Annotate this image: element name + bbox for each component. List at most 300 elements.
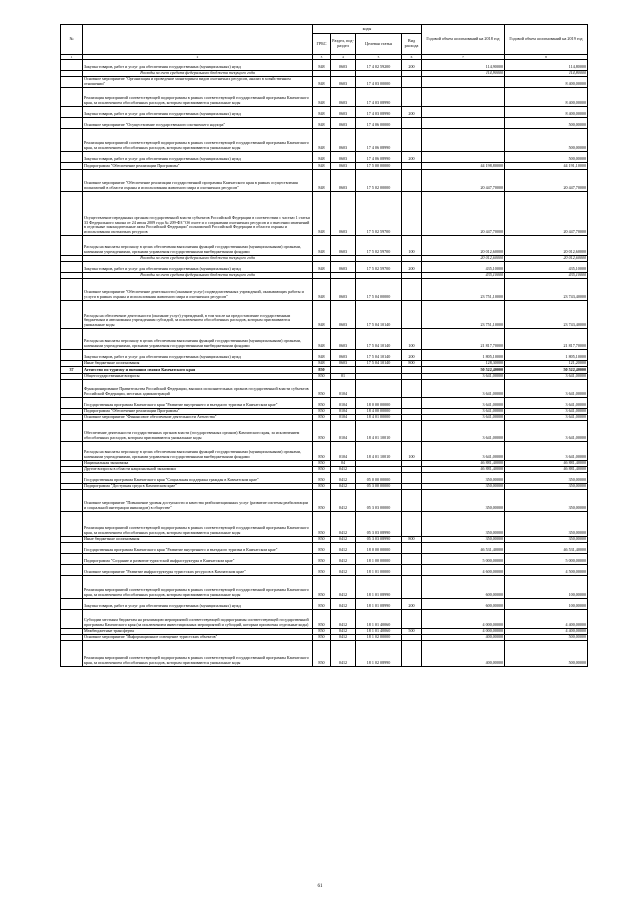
row-exptype-code: 200 xyxy=(402,599,422,610)
column-number: 3 xyxy=(313,55,331,60)
col-number-header: № xyxy=(61,25,83,55)
row-number xyxy=(61,301,83,329)
row-amount-2019: 8 400,00000 xyxy=(505,107,588,118)
row-amount-2018: 435,10000 xyxy=(422,273,505,279)
row-section-code: 0412 xyxy=(331,629,356,635)
row-amount-2019: 350,00000 xyxy=(505,490,588,512)
row-amount-2019: 100,00000 xyxy=(505,576,588,599)
row-exptype-code xyxy=(402,576,422,599)
row-target-code: 05 3 00 00000 xyxy=(356,484,402,490)
row-amount-2019: 20 012,60000 xyxy=(505,256,588,262)
row-number xyxy=(61,599,83,610)
row-grbs-code: 850 xyxy=(313,537,331,543)
row-section-code: 0412 xyxy=(331,537,356,543)
page-number: 61 xyxy=(317,884,323,889)
row-name: Осуществление переданных органам государственной власти субъектов Российской Федерации в соответствии с частью 1 статьи 33 Федерального закона от 24 июля 2009 года № 209-ФЗ "Об охоте и о сохранении охотничьих ресурсов и о внесении изменений в отдельные законодательные акты Российской Федерации" полномочий Российской Федерации в области охраны и использования охотничьих ресурсов xyxy=(83,192,313,236)
row-name: Агентство по туризму и внешним связям Камчатского края xyxy=(83,367,313,374)
row-exptype-code xyxy=(402,565,422,576)
row-exptype-code xyxy=(402,77,422,88)
table-row xyxy=(61,641,588,667)
row-target-code: 18 4 00 00000 xyxy=(356,409,402,415)
row-number xyxy=(61,88,83,107)
row-exptype-code xyxy=(402,398,422,409)
row-amount-2018: 350,00000 xyxy=(422,473,505,484)
row-target-code: 17 4 03 08990 xyxy=(356,88,402,107)
row-amount-2019: 500,00000 xyxy=(505,118,588,129)
row-exptype-code xyxy=(402,641,422,667)
row-target-code: 17 4 06 08990 xyxy=(356,152,402,163)
row-target-code: 05 3 03 08990 xyxy=(356,512,402,537)
row-exptype-code xyxy=(402,490,422,512)
table-row xyxy=(61,129,588,152)
col-2018-header: Годовой объем ассигнований на 2018 год xyxy=(422,25,505,55)
row-amount-2018: 21 817,70000 xyxy=(422,329,505,350)
row-name: Государственная программа Камчатского края "Развитие внутреннего и въездного туризма в Камчатском крае" xyxy=(83,398,313,409)
column-number: 8 xyxy=(505,55,588,60)
row-amount-2018: 4 000,00000 xyxy=(422,610,505,629)
table-row xyxy=(61,152,588,163)
table-row xyxy=(61,88,588,107)
row-amount-2019: 8 400,00000 xyxy=(505,88,588,107)
row-amount-2019: 50 522,40000 xyxy=(505,367,588,374)
row-name: Другие вопросы в области национальной экономики xyxy=(83,467,313,473)
row-amount-2019: 3 641,00000 xyxy=(505,374,588,380)
row-number xyxy=(61,170,83,192)
column-number: 1 xyxy=(61,55,83,60)
header-row xyxy=(61,25,588,34)
row-name: Расходы на обеспечение деятельности (оказание услуг) учреждений, в том числе на предоставление государственным бюджетным и автономным учреждениям субсидий, за исключением обособленных расходов, которым присваиваются уникальные коды xyxy=(83,301,313,329)
row-target-code: 18 1 00 00000 xyxy=(356,554,402,565)
row-amount-2018: 3 641,00000 xyxy=(422,415,505,421)
row-amount-2018: 128,30000 xyxy=(422,361,505,367)
row-exptype-code xyxy=(402,543,422,554)
row-exptype-code: 200 xyxy=(402,152,422,163)
row-name: Основное мероприятие "Обеспечение реализации государственной программы Камчатского края в рамках осуществления полномочий в области охраны и использования животного мира и охотничьих ресурсов" xyxy=(83,170,313,192)
row-target-code: 17 5 04 10140 xyxy=(356,361,402,367)
row-grbs-code: 850 xyxy=(313,409,331,415)
row-amount-2019: 46 881,40000 xyxy=(505,467,588,473)
row-number xyxy=(61,107,83,118)
row-number xyxy=(61,350,83,361)
row-name: Государственная программа Камчатского края "Социальная поддержка граждан в Камчатском крае" xyxy=(83,473,313,484)
row-section-code: 0104 xyxy=(331,442,356,461)
row-grbs-code: 848 xyxy=(313,129,331,152)
row-amount-2019: 20 447,70000 xyxy=(505,170,588,192)
column-number: 5 xyxy=(356,55,402,60)
row-target-code: 17 5 04 10140 xyxy=(356,301,402,329)
row-exptype-code: 200 xyxy=(402,60,422,71)
row-amount-2019: 500,00000 xyxy=(505,129,588,152)
row-exptype-code xyxy=(402,129,422,152)
table-row xyxy=(61,367,588,374)
row-exptype-code: 800 xyxy=(402,361,422,367)
row-amount-2019: 4 500,00000 xyxy=(505,565,588,576)
row-amount-2019: 435,10000 xyxy=(505,273,588,279)
row-name: Закупка товаров, работ и услуг для обеспечения государственных (муниципальных) нужд xyxy=(83,60,313,71)
row-section-code: 0603 xyxy=(331,279,356,301)
table-row xyxy=(61,554,588,565)
row-target-code: 18 0 00 00000 xyxy=(356,543,402,554)
table-row xyxy=(61,301,588,329)
row-target-code: 18 4 01 10010 xyxy=(356,442,402,461)
table-row xyxy=(61,60,588,71)
row-name: Подпрограмма "Обеспечение реализации Программы" xyxy=(83,409,313,415)
row-amount-2018 xyxy=(422,88,505,107)
row-amount-2018: 3 641,00000 xyxy=(422,421,505,442)
row-exptype-code xyxy=(402,610,422,629)
row-amount-2019: 46 531,40000 xyxy=(505,543,588,554)
row-amount-2019: 435,10000 xyxy=(505,262,588,273)
row-amount-2018: 23 751,10000 xyxy=(422,279,505,301)
row-section-code: 0603 xyxy=(331,163,356,170)
table-row xyxy=(61,236,588,256)
row-target-code: 18 1 01 40060 xyxy=(356,629,402,635)
row-amount-2018: 114,90000 xyxy=(422,60,505,71)
row-section-code: 0412 xyxy=(331,490,356,512)
row-grbs-code: 850 xyxy=(313,554,331,565)
row-target-code: 17 5 04 00000 xyxy=(356,279,402,301)
row-section-code: 0412 xyxy=(331,543,356,554)
row-section-code: 0603 xyxy=(331,60,356,71)
table-row xyxy=(61,490,588,512)
row-number xyxy=(61,554,83,565)
row-grbs-code: 848 xyxy=(313,152,331,163)
row-grbs-code: 850 xyxy=(313,641,331,667)
row-section-code: 0603 xyxy=(331,350,356,361)
table-row xyxy=(61,599,588,610)
row-amount-2018: 600,00000 xyxy=(422,599,505,610)
row-amount-2018: 3 641,00000 xyxy=(422,380,505,398)
row-grbs-code: 848 xyxy=(313,192,331,236)
col-exptype-header: Вид расхода xyxy=(402,34,422,55)
row-name: Государственная программа Камчатского края "Развитие внутреннего и въездного туризма в Камчатском крае" xyxy=(83,543,313,554)
row-exptype-code xyxy=(402,380,422,398)
col-2019-header: Годовой объем ассигнований на 2019 год xyxy=(505,25,588,55)
row-target-code: 17 5 02 59700 xyxy=(356,192,402,236)
table-row xyxy=(61,543,588,554)
row-section-code: 0104 xyxy=(331,421,356,442)
row-amount-2018: 46 531,40000 xyxy=(422,543,505,554)
row-amount-2018: 50 522,40000 xyxy=(422,367,505,374)
table-row xyxy=(61,163,588,170)
row-grbs-code: 850 xyxy=(313,576,331,599)
row-grbs-code: 848 xyxy=(313,350,331,361)
row-grbs-code: 850 xyxy=(313,599,331,610)
row-section-code: 0603 xyxy=(331,192,356,236)
row-grbs-code: 850 xyxy=(313,565,331,576)
row-section-code: 0603 xyxy=(331,118,356,129)
row-amount-2019: 23 743,40000 xyxy=(505,279,588,301)
row-grbs-code: 850 xyxy=(313,442,331,461)
row-name: Подпрограмма "Обеспечение реализации Программы" xyxy=(83,163,313,170)
row-grbs-code: 850 xyxy=(313,467,331,473)
row-amount-2018: 435,10000 xyxy=(422,262,505,273)
row-name: Основное мероприятие "Организация и проведение мониторинга видов охотничьих ресурсов, анализ в хозяйственном отношении" xyxy=(83,77,313,88)
column-number: 4 xyxy=(331,55,356,60)
row-target-code xyxy=(356,380,402,398)
row-amount-2018: 600,00000 xyxy=(422,576,505,599)
row-section-code: 0603 xyxy=(331,262,356,273)
row-name: Расходы на выплаты персоналу в целях обеспечения выполнения функций государственными (муниципальными) органами, казенными учреждениями, органами управления государственными внебюджетными фондами xyxy=(83,236,313,256)
table-row xyxy=(61,565,588,576)
row-number xyxy=(61,610,83,629)
row-section-code: 0412 xyxy=(331,599,356,610)
row-number xyxy=(61,543,83,554)
row-target-code: 17 5 04 10140 xyxy=(356,329,402,350)
row-target-code: 17 5 04 10140 xyxy=(356,350,402,361)
row-name: Подпрограмма "Доступная среда в Камчатском крае" xyxy=(83,484,313,490)
row-amount-2018 xyxy=(422,77,505,88)
row-amount-2018: 23 751,10000 xyxy=(422,301,505,329)
row-grbs-code: 850 xyxy=(313,461,331,467)
row-amount-2019: 8 400,00000 xyxy=(505,77,588,88)
row-section-code xyxy=(331,367,356,374)
row-exptype-code xyxy=(402,554,422,565)
row-section-code: 0603 xyxy=(331,301,356,329)
row-grbs-code: 850 xyxy=(313,421,331,442)
row-number xyxy=(61,163,83,170)
row-exptype-code: 200 xyxy=(402,107,422,118)
row-target-code: 18 4 01 00000 xyxy=(356,415,402,421)
row-target-code: 17 5 00 00000 xyxy=(356,163,402,170)
row-section-code: 0603 xyxy=(331,152,356,163)
row-section-code: 0603 xyxy=(331,170,356,192)
row-amount-2019: 500,00000 xyxy=(505,641,588,667)
row-grbs-code: 848 xyxy=(313,77,331,88)
row-name: Иные бюджетные ассигнования xyxy=(83,361,313,367)
row-exptype-code xyxy=(402,512,422,537)
row-target-code: 18 1 02 00000 xyxy=(356,635,402,641)
col-section-header: Раздел, под-раздел xyxy=(331,34,356,55)
row-name: Расходы на выплаты персоналу в целях обеспечения выполнения функций государственными (муниципальными) органами, казенными учреждениями, органами управления государственными внебюджетными фондами xyxy=(83,442,313,461)
row-amount-2018: 114,90000 xyxy=(422,71,505,77)
row-amount-2018: 1 805,10000 xyxy=(422,350,505,361)
row-name: Расходы за счет средств федерального бюджета текущего года xyxy=(83,256,313,262)
row-amount-2019: 3 641,00000 xyxy=(505,409,588,415)
row-amount-2018 xyxy=(422,118,505,129)
row-section-code: 0603 xyxy=(331,361,356,367)
row-amount-2018 xyxy=(422,107,505,118)
row-amount-2019: 114,80000 xyxy=(505,60,588,71)
row-amount-2019: 3 641,00000 xyxy=(505,421,588,442)
row-number xyxy=(61,118,83,129)
column-number: 6 xyxy=(402,55,422,60)
row-name: Общегосударственные вопросы xyxy=(83,374,313,380)
row-name: Межбюджетные трансферты xyxy=(83,629,313,635)
row-exptype-code xyxy=(402,301,422,329)
row-amount-2018: 350,00000 xyxy=(422,484,505,490)
row-number xyxy=(61,192,83,236)
row-name: Закупка товаров, работ и услуг для обеспечения государственных (муниципальных) нужд xyxy=(83,599,313,610)
table-row xyxy=(61,170,588,192)
row-grbs-code: 848 xyxy=(313,279,331,301)
row-number xyxy=(61,398,83,409)
row-grbs-code: 850 xyxy=(313,473,331,484)
row-exptype-code: 500 xyxy=(402,629,422,635)
row-grbs-code: 848 xyxy=(313,301,331,329)
table-row xyxy=(61,512,588,537)
table-row xyxy=(61,118,588,129)
row-grbs-code: 850 xyxy=(313,415,331,421)
row-amount-2019: 500,00000 xyxy=(505,152,588,163)
row-amount-2018: 350,00000 xyxy=(422,512,505,537)
row-grbs-code: 850 xyxy=(313,367,331,374)
column-number: 7 xyxy=(422,55,505,60)
table-row xyxy=(61,350,588,361)
row-amount-2019: 350,00000 xyxy=(505,537,588,543)
row-amount-2019: 350,00000 xyxy=(505,473,588,484)
row-amount-2019: 350,00000 xyxy=(505,484,588,490)
row-amount-2019: 4 400,00000 xyxy=(505,610,588,629)
row-amount-2018: 4 000,00000 xyxy=(422,629,505,635)
row-name: Основное мероприятие "Повышение уровня доступности и качества реабилитационных услуг (развитие системы реабилитации и социальной интеграции инвалидов) в обществе" xyxy=(83,490,313,512)
row-exptype-code: 800 xyxy=(402,537,422,543)
row-name: Основное мероприятие "Обеспечение деятельности (оказание услуг) подведомственных учреждений, оказывающих работы и услуги в рамках охраны и использования животного мира и охотничьих ресурсов" xyxy=(83,279,313,301)
row-number xyxy=(61,152,83,163)
row-number xyxy=(61,262,83,273)
row-grbs-code: 850 xyxy=(313,484,331,490)
row-amount-2018: 400,00000 xyxy=(422,635,505,641)
row-amount-2018: 400,00000 xyxy=(422,641,505,667)
row-grbs-code: 850 xyxy=(313,380,331,398)
row-name: Закупка товаров, работ и услуг для обеспечения государственных (муниципальных) нужд xyxy=(83,107,313,118)
row-target-code: 17 4 02 59200 xyxy=(356,60,402,71)
row-number xyxy=(61,473,83,484)
row-grbs-code: 848 xyxy=(313,236,331,256)
row-amount-2018: 46 881,40000 xyxy=(422,467,505,473)
row-target-code: 17 4 06 00000 xyxy=(356,118,402,129)
row-section-code: 04 xyxy=(331,461,356,467)
row-amount-2018 xyxy=(422,152,505,163)
row-section-code: 0603 xyxy=(331,236,356,256)
row-amount-2018: 350,00000 xyxy=(422,537,505,543)
row-section-code: 0412 xyxy=(331,554,356,565)
budget-table xyxy=(60,24,588,667)
row-amount-2018: 20 012,60000 xyxy=(422,236,505,256)
row-exptype-code xyxy=(402,279,422,301)
row-grbs-code: 850 xyxy=(313,543,331,554)
row-grbs-code: 848 xyxy=(313,361,331,367)
row-grbs-code: 850 xyxy=(313,610,331,629)
row-amount-2019: 100,00000 xyxy=(505,599,588,610)
row-grbs-code: 848 xyxy=(313,88,331,107)
col-grbs-header: ГРБС xyxy=(313,34,331,55)
row-number xyxy=(61,129,83,152)
row-grbs-code: 850 xyxy=(313,629,331,635)
row-name: Расходы на выплаты персоналу в целях обеспечения выполнения функций государственными (муниципальными) органами, казенными учреждениями, органами управления государственными внебюджетными фондами xyxy=(83,329,313,350)
row-exptype-code xyxy=(402,367,422,374)
row-name: Основное мероприятие "Развитие инфраструктуры туристских ресурсов в Камчатском крае" xyxy=(83,565,313,576)
row-section-code: 0603 xyxy=(331,88,356,107)
row-name: Реализация мероприятий соответствующей подпрограммы в рамках соответствующей государственной программы Камчатского края, за исключением обособленных расходов, которым присваиваются уникальные коды xyxy=(83,641,313,667)
row-name: Расходы за счет средств федерального бюджета текущего года xyxy=(83,71,313,77)
row-section-code: 0104 xyxy=(331,409,356,415)
row-amount-2019: 3 641,00000 xyxy=(505,380,588,398)
row-number xyxy=(61,77,83,88)
row-target-code: 17 4 03 00000 xyxy=(356,77,402,88)
row-exptype-code xyxy=(402,170,422,192)
row-exptype-code xyxy=(402,163,422,170)
row-target-code: 18 1 02 08990 xyxy=(356,641,402,667)
row-target-code: 18 0 00 00000 xyxy=(356,398,402,409)
row-grbs-code: 848 xyxy=(313,60,331,71)
row-number xyxy=(61,512,83,537)
row-section-code: 0104 xyxy=(331,415,356,421)
row-number xyxy=(61,380,83,398)
row-amount-2019: 3 641,00000 xyxy=(505,415,588,421)
row-section-code: 0412 xyxy=(331,641,356,667)
row-section-code: 0412 xyxy=(331,467,356,473)
row-amount-2019: 5 000,00000 xyxy=(505,554,588,565)
budget-page xyxy=(60,24,587,667)
row-grbs-code: 850 xyxy=(313,490,331,512)
row-name: Закупка товаров, работ и услуг для обеспечения государственных (муниципальных) нужд xyxy=(83,152,313,163)
row-name: Реализация мероприятий соответствующей подпрограммы в рамках соответствующей государственной программы Камчатского края, за исключением обособленных расходов, которым присваиваются уникальные коды xyxy=(83,88,313,107)
row-grbs-code: 850 xyxy=(313,398,331,409)
row-exptype-code: 200 xyxy=(402,262,422,273)
row-target-code: 17 5 02 59700 xyxy=(356,236,402,256)
row-amount-2018: 46 881,40000 xyxy=(422,461,505,467)
row-grbs-code: 848 xyxy=(313,170,331,192)
row-amount-2018 xyxy=(422,129,505,152)
row-amount-2018: 3 641,00000 xyxy=(422,442,505,461)
row-target-code xyxy=(356,367,402,374)
row-name: Субсидии местным бюджетам на реализацию мероприятий соответствующей подпрограммы соответствующей государственной программы Камчатского края (за исключением инвестиционных мероприятий и субсидий, которым присвоены отдельные коды) xyxy=(83,610,313,629)
row-target-code: 17 4 03 08990 xyxy=(356,107,402,118)
row-name: Реализация мероприятий соответствующей подпрограммы в рамках соответствующей государственной программы Камчатского края, за исключением обособленных расходов, которым присваиваются уникальные коды xyxy=(83,129,313,152)
table-body xyxy=(61,60,588,667)
row-target-code: 18 1 01 08990 xyxy=(356,576,402,599)
row-amount-2019: 44 191,10000 xyxy=(505,163,588,170)
row-target-code: 05 3 03 08990 xyxy=(356,537,402,543)
table-row xyxy=(61,442,588,461)
row-amount-2019: 3 641,00000 xyxy=(505,442,588,461)
row-amount-2018: 4 600,00000 xyxy=(422,565,505,576)
row-number xyxy=(61,442,83,461)
row-number xyxy=(61,236,83,256)
row-number xyxy=(61,60,83,71)
row-section-code: 0412 xyxy=(331,576,356,599)
row-name: Реализация мероприятий соответствующей подпрограммы в рамках соответствующей государственной программы Камчатского края, за исключением обособленных расходов, которым присваиваются уникальные коды xyxy=(83,576,313,599)
row-name: Расходы за счет средств федерального бюджета текущего года xyxy=(83,273,313,279)
row-number xyxy=(61,329,83,350)
row-amount-2019: 4 400,00000 xyxy=(505,629,588,635)
row-amount-2019: 46 881,40000 xyxy=(505,461,588,467)
row-amount-2018: 350,00000 xyxy=(422,490,505,512)
row-number xyxy=(61,490,83,512)
row-name: Основное мероприятие "Информационное освещение туристских объектов" xyxy=(83,635,313,641)
row-grbs-code: 850 xyxy=(313,374,331,380)
row-grbs-code: 850 xyxy=(313,512,331,537)
row-target-code: 05 0 00 00000 xyxy=(356,473,402,484)
col-target-header: Целевая статья xyxy=(356,34,402,55)
row-exptype-code: 200 xyxy=(402,350,422,361)
row-section-code: 0104 xyxy=(331,380,356,398)
row-target-code: 17 4 06 08990 xyxy=(356,129,402,152)
row-number: 37 xyxy=(61,367,83,374)
row-name: Реализация мероприятий соответствующей подпрограммы в рамках соответствующей государственной программы Камчатского края, за исключением обособленных расходов, которым присваиваются уникальные коды xyxy=(83,512,313,537)
row-exptype-code xyxy=(402,192,422,236)
row-section-code: 0412 xyxy=(331,512,356,537)
row-exptype-code xyxy=(402,473,422,484)
row-amount-2019: 20 012,60000 xyxy=(505,236,588,256)
row-number xyxy=(61,279,83,301)
row-amount-2019: 350,00000 xyxy=(505,512,588,537)
row-amount-2018: 20 012,60000 xyxy=(422,256,505,262)
row-target-code: 05 3 03 00000 xyxy=(356,490,402,512)
row-amount-2019: 500,00000 xyxy=(505,635,588,641)
table-row xyxy=(61,279,588,301)
